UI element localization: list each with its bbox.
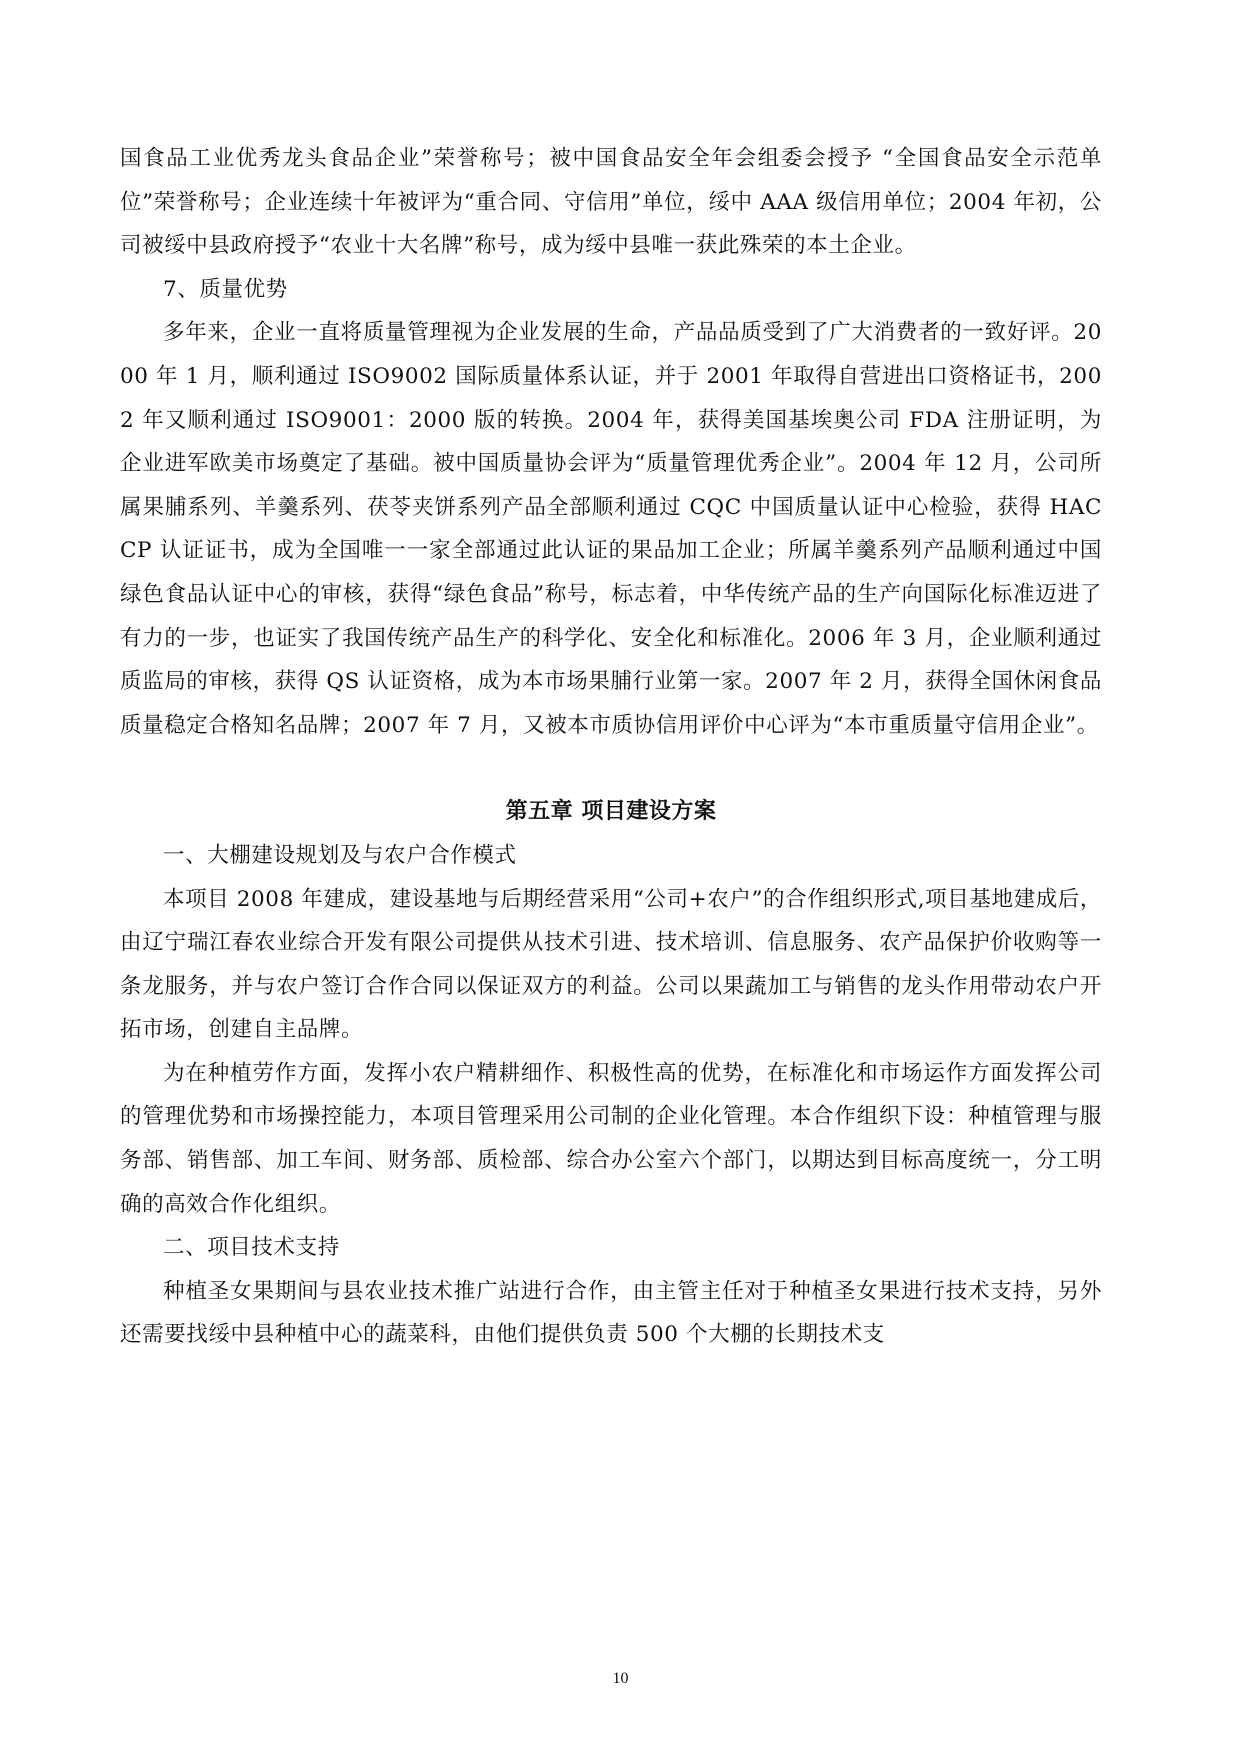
section-heading-greenhouse-plan: 一、大棚建设规划及与农户合作模式 — [163, 842, 517, 868]
paragraph-cooperation-model: 本项目 2008 年建成，建设基地与后期经营采用“公司+农户”的合作组织形式,项目基地建成后，由辽宁瑞江春农业综合开发有限公司提供从技术引进、技术培训、信息服务、农产品保护价收购等一条龙服务，并与农户签订合作合同以保证双方的利益。公司以果蔬加工与销售的龙头作用带动农户开拓市场，创建自主品牌。 — [120, 886, 1102, 1043]
paragraph-management: 为在种植劳作方面，发挥小农户精耕细作、积极性高的优势，在标准化和市场运作方面发挥公司的管理优势和市场操控能力，本项目管理采用公司制的企业化管理。本合作组织下设：种植管理与服务部、销售部、加工车间、财务部、质检部、综合办公室六个部门，以期达到目标高度统一，分工明确的高效合作化组织。 — [120, 1060, 1102, 1217]
chapter-title: 第五章 项目建设方案 — [505, 799, 717, 825]
page-number: 10 — [612, 1670, 629, 1687]
paragraph-technical-support: 种植圣女果期间与县农业技术推广站进行合作，由主管主任对于种植圣女果进行技术支持，另外还需要找绥中县种植中心的蔬菜科，由他们提供负责 500 个大棚的长期技术支 — [120, 1278, 1102, 1348]
paragraph-quality: 多年来，企业一直将质量管理视为企业发展的生命，产品品质受到了广大消费者的一致好评。2000 年 1 月，顺利通过 ISO9002 国际质量体系认证，并于 2001 年取得自营进出口资格证书，2002 年又顺利通过 ISO9001：2000 版的转换。2004 年，获得美国基埃奥公司 FDA 注册证明，为企业进军欧美市场奠定了基础。被中国质量协会评为“质量管理优秀企业”。2004 年 12 月，公司所属果脯系列、羊羹系列、茯苓夹饼系列产品全部顺利通过 CQC 中国质量认证中心检验，获得 HACCP 认证证书，成为全国唯一一家全部通过此认证的果品加工企业；所属羊羹系列产品顺利通过中国绿色食品认证中心的审核，获得“绿色食品”称号，标志着，中华传统产品的生产向国际化标准迈进了有力的一步，也证实了我国传统产品生产的科学化、安全化和标准化。2006 年 3 月，企业顺利通过质监局的审核，获得 QS 认证资格，成为本市场果脯行业第一家。2007 年 2 月，获得全国休闲食品质量稳定合格知名品牌；2007 年 7 月，又被本市质协信用评价中心评为“本市重质量守信用企业”。 — [120, 320, 1102, 738]
section-heading-quality-advantage: 7、质量优势 — [163, 276, 288, 302]
paragraph-honors-continued: 国食品工业优秀龙头食品企业”荣誉称号；被中国食品安全年会组委会授予 “全国食品安全示范单位”荣誉称号；企业连续十年被评为“重合同、守信用”单位，绥中 AAA 级信用单位；2004 年初，公司被绥中县政府授予“农业十大名牌”称号，成为绥中县唯一获此殊荣的本土企业。 — [120, 146, 1102, 259]
section-heading-technical-support: 二、项目技术支持 — [163, 1235, 340, 1261]
page-content — [120, 137, 1102, 1357]
